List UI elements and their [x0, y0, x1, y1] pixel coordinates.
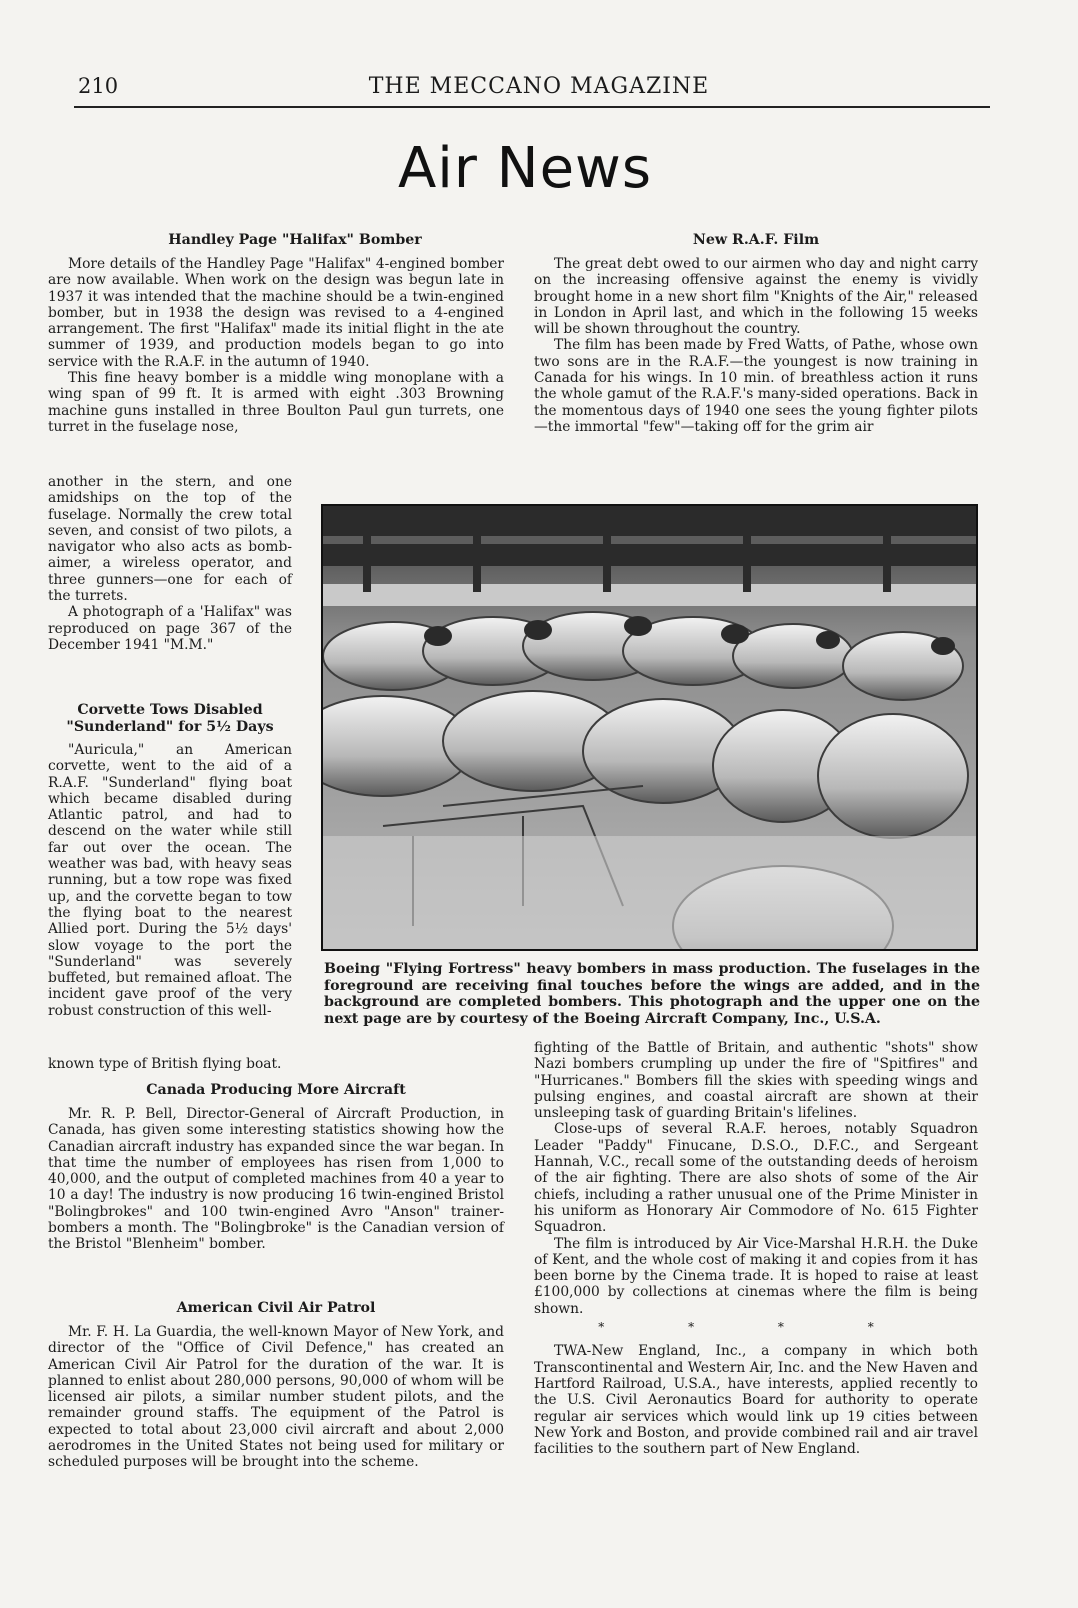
corvette-heading-line: Corvette Tows Disabled: [77, 702, 263, 718]
raf-film-article-continued: [534, 1040, 978, 1457]
halifax-heading: Handley Page "Halifax" Bomber: [168, 232, 422, 248]
bomber-production-photo-image: [323, 506, 976, 949]
halifax-article-continued: [48, 474, 292, 653]
raf-film-paragraph: Close-ups of several R.A.F. heroes, notably Squadron Leader "Paddy" Finucane, D.S.O., D.F.C., and Sergeant Hannah, V.C., recall some of the outstanding deeds of heroism of the air fighting. There are also shots of some of the Air chiefs, including a rather unusual one of the Prime Minister in his uniform as Honorary Air Commodore of No. 615 Fighter Squadron.: [534, 1121, 978, 1236]
raf-film-paragraph: The film is introduced by Air Vice-Marshal H.R.H. the Duke of Kent, and the whole cost of making it and copies from it has been borne by the Cinema trade. It is hoped to raise at least £100,000 by collections at cinemas where the film is being shown.: [534, 1235, 978, 1317]
canada-heading: Canada Producing More Aircraft: [146, 1082, 406, 1098]
section-separator: * * * *: [598, 1320, 914, 1335]
raf-film-paragraph: The great debt owed to our airmen who day and night carry on the increasing offensive against the enemy is vividly brought home in a new short film "Knights of the Air," released in London in April last, and which in the following 15 weeks will be shown throughout the country.: [534, 256, 978, 338]
raf-film-article: [534, 256, 978, 435]
twa-paragraph: TWA-New England, Inc., a company in which both Transcontinental and Western Air, Inc. and the New Haven and Hartford Railroad, U.S.A., have interests, applied recently to the U.S. Civil Aeronautics Board for authority to operate regular air services which would link up 19 cities between New York and Boston, and provide combined rail and air travel facilities to the southern part of New England.: [534, 1343, 978, 1458]
page-title: Air News: [397, 136, 652, 201]
halifax-paragraph: another in the stern, and one amidships on the top of the fuselage. Normally the crew total seven, and consist of two pilots, a navigator who also acts as bomb-aimer, a wireless operator, and three gunners—one for each of the turrets.: [48, 474, 292, 605]
halifax-paragraph: This fine heavy bomber is a middle wing monoplane with a wing span of 99 ft. It is armed with eight .303 Browning machine guns installed in three Boulton Paul gun turrets, one turret in the fuselage nose,: [48, 370, 504, 435]
raf-film-paragraph: The film has been made by Fred Watts, of Pathe, whose own two sons are in the R.A.F.—the youngest is now training in Canada for his wings. In 10 min. of breathless action it runs the whole gamut of the R.A.F.'s many-sided operations. Back in the momentous days of 1940 one sees the young fighter pilots—the immortal "few"—taking off for the grim air: [534, 337, 978, 435]
raf-film-heading: New R.A.F. Film: [692, 232, 820, 248]
canada-article: [48, 1106, 504, 1253]
page-number: 210: [78, 74, 119, 98]
raf-film-paragraph: fighting of the Battle of Britain, and authentic "shots" show Nazi bombers crumpling up under the fire of "Spitfires" and "Hurricanes." Bombers fill the skies with speeding wings and pulsing engines, and coastal aircraft are shown at their unsleeping task of guarding Britain's lifelines.: [534, 1040, 978, 1122]
civil-air-patrol-article: [48, 1324, 504, 1471]
corvette-heading-line: "Sunderland" for 5½ Days: [66, 719, 274, 735]
photo-caption: Boeing "Flying Fortress" heavy bombers in mass production. The fuselages in the foreground are receiving final touches before the wings are added, and in the background are completed bombers. This photograph and the upper one on the next page are by courtesy of the Boeing Aircraft Company, Inc., U.S.A.: [324, 961, 980, 1027]
civil-air-patrol-paragraph: Mr. F. H. La Guardia, the well-known Mayor of New York, and director of the "Office of Civil Defence," has created an American Civil Air Patrol for the duration of the war. It is planned to enlist about 280,000 persons, 90,000 of whom will be licensed air pilots, a similar number student pilots, and the remainder ground staffs. The equipment of the Patrol is expected to total about 23,000 civil aircraft and about 2,000 aerodromes in the United States not being used for military or scheduled purposes will be brought into the scheme.: [48, 1324, 504, 1471]
canada-paragraph: Mr. R. P. Bell, Director-General of Aircraft Production, in Canada, has given some interesting statistics showing how the Canadian aircraft industry has expanded since the war began. In that time the number of employees has risen from 1,000 to 40,000, and the output of completed machines from 40 a year to 10 a day! The industry is now producing 16 twin-engined Bristol "Bolingbrokes" and 100 twin-engined Avro "Anson" trainer-bombers a month. The "Bolingbroke" is the Canadian version of the Bristol "Blenheim" bomber.: [48, 1106, 504, 1253]
halifax-paragraph: A photograph of a 'Halifax" was reproduced on page 367 of the December 1941 "M.M.": [48, 604, 292, 653]
corvette-article-end: [48, 1056, 504, 1072]
civil-air-patrol-heading: American Civil Air Patrol: [176, 1300, 376, 1316]
corvette-paragraph: "Auricula," an American corvette, went to the aid of a R.A.F. "Sunderland" flying boat which became disabled during Atlantic patrol, and had to descend on the water while still far out over the ocean. The weather was bad, with heavy seas running, but a tow rope was fixed up, and the corvette began to tow the flying boat to the nearest Allied port. During the 5½ days' slow voyage to the port the "Sunderland" was severely buffeted, but remained afloat. The incident gave proof of the very robust construction of this well-: [48, 742, 292, 1019]
corvette-article: [48, 742, 292, 1019]
header-rule: [74, 106, 990, 108]
bomber-production-photo: [321, 504, 978, 951]
corvette-paragraph-end: known type of British flying boat.: [48, 1056, 282, 1072]
halifax-paragraph: More details of the Handley Page "Halifax" 4-engined bomber are now available. When work on the design was begun late in 1937 it was intended that the machine should be a twin-engined bomber, but in 1938 the design was revised to a 4-engined arrangement. The first "Halifax" made its initial flight in the ate summer of 1939, and production models began to go into service with the R.A.F. in the autumn of 1940.: [48, 256, 504, 370]
halifax-article: [48, 256, 504, 435]
corvette-heading: [48, 702, 292, 736]
magazine-title: THE MECCANO MAGAZINE: [368, 74, 710, 99]
